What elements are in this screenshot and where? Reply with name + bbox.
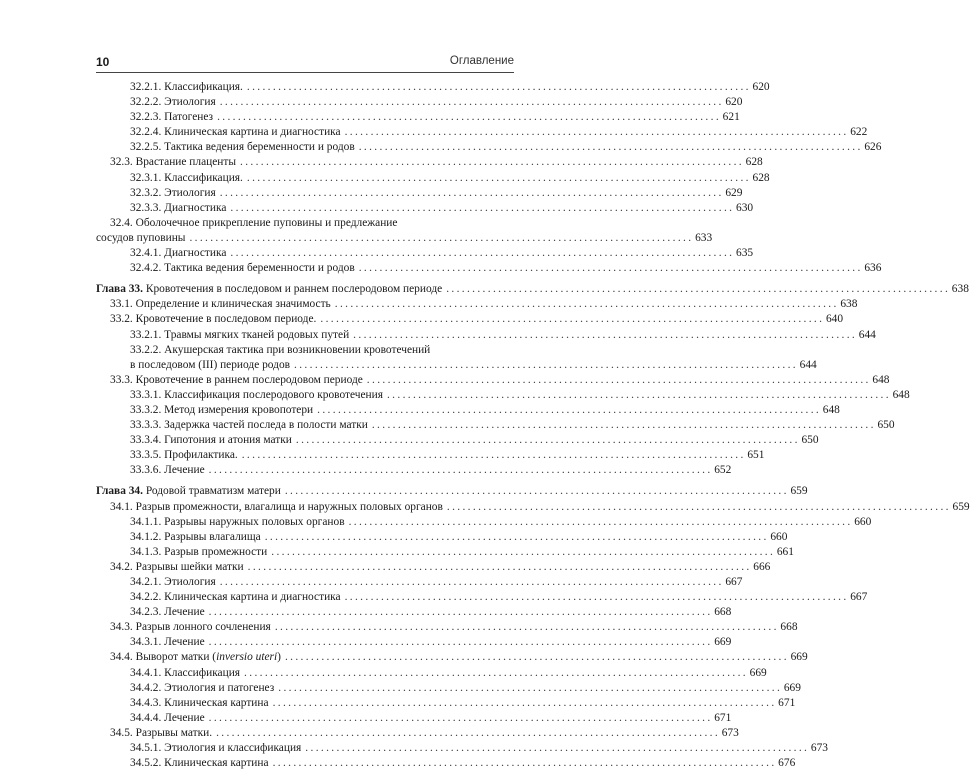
toc-entry-text: 33.3.4. Гипотония и атония матки [130, 434, 292, 447]
dot-leader [240, 155, 742, 170]
toc-entry-text: 34.4.1. Классификация [130, 666, 241, 679]
toc-page-number: 650 [877, 419, 895, 432]
dot-leader [285, 484, 787, 499]
page-header [96, 55, 514, 73]
dot-leader [353, 328, 855, 343]
dot-leader [220, 186, 722, 201]
toc-entry-title [130, 125, 341, 140]
toc-entry-title [130, 261, 355, 276]
toc-page-number: 651 [747, 449, 765, 462]
toc-entry [96, 328, 876, 343]
header-rule [96, 72, 514, 73]
toc-page-number: 659 [952, 500, 970, 513]
toc-entry-title [130, 80, 243, 95]
toc-entry-title [130, 328, 349, 343]
toc-entry [96, 560, 771, 575]
toc-entry [96, 575, 743, 590]
toc-entry-text: 33.3.6. Лечение [130, 464, 205, 477]
toc-entry-text: Кровотечения в последовом и раннем послеродовом периоде [145, 283, 443, 296]
dot-leader [217, 110, 719, 125]
dot-leader [359, 140, 861, 155]
toc-page-number: 620 [725, 96, 743, 109]
toc-entry [96, 312, 844, 327]
toc-entry-title [130, 515, 345, 530]
toc-page-number: 659 [790, 485, 808, 498]
toc-entry-title [130, 201, 226, 216]
toc-page-number: 673 [721, 726, 739, 739]
toc-entry [96, 605, 732, 620]
toc-entry-text: 32.2.3. Патогенез [130, 111, 214, 124]
toc-entry [96, 463, 732, 478]
toc-chapter [96, 282, 969, 297]
dot-leader [273, 696, 775, 711]
toc-entry-title [110, 297, 331, 312]
toc-page-number: 644 [858, 328, 876, 341]
dot-leader [447, 500, 949, 515]
toc-page-number: 628 [745, 156, 763, 169]
toc-entry [96, 418, 895, 433]
toc-page-number: 628 [752, 171, 770, 184]
toc-entry [96, 95, 743, 110]
toc-entry-title [130, 545, 267, 560]
toc-page-number: 669 [714, 636, 732, 649]
toc-entry-text: сосудов пуповины [96, 231, 186, 244]
toc-entry-text: 33.3. Кровотечение в раннем послеродовом периоде [110, 373, 363, 386]
dot-leader [209, 635, 711, 650]
toc-entry-title [130, 448, 238, 463]
toc-entry-title [130, 696, 269, 711]
toc-entry-text: 34.2.2. Клиническая картина и диагностика [130, 591, 341, 604]
toc-page-number: 667 [725, 576, 743, 588]
toc-entry [96, 388, 910, 403]
toc-entry-title [130, 463, 205, 478]
toc-entry [96, 110, 740, 125]
dot-leader [209, 711, 711, 726]
running-title: Оглавление [449, 55, 514, 67]
toc-entry [96, 448, 765, 463]
dot-leader [265, 530, 767, 545]
toc-entry-text: 32.3.2. Этиология [130, 186, 216, 199]
toc-chapter [96, 484, 808, 499]
toc-page-number: 669 [790, 651, 808, 664]
toc-entry-title [130, 403, 313, 418]
toc-entry-text: 32.4.1. Диагностика [130, 247, 227, 260]
toc-page-number: 652 [714, 464, 732, 477]
toc-page-number: 673 [810, 742, 828, 755]
toc-entry-title [130, 186, 216, 201]
toc-page-number: 648 [872, 373, 890, 386]
toc-page-number: 671 [714, 711, 732, 724]
toc-entry-title [96, 484, 281, 499]
toc-entry-text: 32.2.5. Тактика ведения беременности и родов [130, 141, 355, 154]
dot-leader [345, 125, 847, 140]
toc-page-number: 667 [850, 591, 868, 604]
dot-leader [278, 681, 780, 696]
toc-entry-text: 34.4.2. Этиология и патогенез [130, 681, 275, 694]
toc-entry-title [130, 666, 240, 681]
toc-entry [96, 231, 713, 246]
toc-entry-italic: inversio uteri [216, 651, 278, 664]
toc-entry-line1: 33.2.2. Акушерская тактика при возникновении кровотечений [130, 343, 431, 356]
toc-entry-text: 34.5. Разрывы матки. [110, 726, 213, 739]
toc-entry-text-after: ) [277, 651, 281, 664]
dot-leader [247, 171, 749, 186]
toc-entry-text: 34.3.1. Лечение [130, 636, 205, 649]
toc-entry [96, 590, 868, 605]
toc-page-number: 635 [736, 247, 754, 260]
toc-entry-text: 34.1.1. Разрывы наружных половых органов [130, 515, 345, 528]
toc-entry-text: в последовом (III) периоде родов [130, 358, 291, 371]
toc-page-number: 638 [840, 298, 858, 311]
table-of-contents [96, 80, 970, 771]
toc-entry [96, 140, 882, 155]
dot-leader [248, 560, 750, 575]
toc-page-number: 650 [801, 434, 819, 447]
dot-leader [220, 95, 722, 110]
toc-entry-text: 32.3.1. Классификация. [130, 171, 243, 184]
toc-entry-title [130, 741, 301, 756]
dot-leader [230, 201, 732, 216]
toc-page-number: 636 [864, 262, 882, 275]
toc-entry [96, 125, 868, 140]
toc-entry-title [130, 418, 368, 433]
dot-leader [296, 433, 798, 448]
toc-entry-title [110, 155, 236, 170]
toc-page-number: 668 [714, 606, 732, 619]
page-number: 10 [96, 55, 110, 69]
dot-leader [349, 515, 851, 530]
toc-entry-text: 33.3.3. Задержка частей последа в полости матки [130, 419, 368, 432]
toc-entry-title [130, 605, 205, 620]
toc-entry-title [96, 282, 442, 297]
dot-leader [372, 418, 874, 433]
dot-leader [220, 575, 722, 590]
toc-entry-title [130, 358, 290, 373]
toc-entry-text: 32.3. Врастание плаценты [110, 156, 237, 169]
dot-leader [320, 312, 822, 327]
toc-page-number: 669 [783, 681, 801, 694]
toc-entry [96, 373, 890, 388]
toc-entry [96, 261, 882, 276]
chapter-label: Глава 34. [96, 485, 143, 498]
toc-entry-title [96, 231, 185, 246]
toc-entry-text: 34.1.3. Разрыв промежности [130, 545, 268, 558]
toc-entry-title [130, 575, 216, 590]
toc-entry [96, 186, 743, 201]
toc-page-number: 668 [780, 621, 798, 634]
toc-entry [96, 171, 770, 186]
toc-page-number: 640 [825, 313, 844, 326]
toc-entry-text: 34.2.3. Лечение [130, 606, 205, 619]
toc-entry [96, 358, 817, 373]
toc-page-number: 630 [736, 201, 754, 214]
toc-page-number: 661 [776, 545, 794, 558]
toc-entry-text: 32.3.3. Диагностика [130, 201, 227, 214]
dot-leader [305, 741, 807, 756]
toc-entry [96, 681, 801, 696]
dot-leader [273, 756, 775, 771]
toc-entry-text: 32.2.1. Классификация. [130, 81, 243, 93]
dot-leader [387, 388, 889, 403]
toc-entry-title [130, 590, 341, 605]
toc-entry [96, 155, 763, 170]
toc-page-number: 633 [695, 231, 713, 244]
toc-entry-title [110, 620, 271, 635]
dot-leader [216, 726, 718, 741]
toc-entry-text: 32.4.2. Тактика ведения беременности и родов [130, 262, 355, 275]
toc-entry-title [130, 433, 292, 448]
toc-entry-title [130, 681, 274, 696]
toc-entry-title [110, 560, 244, 575]
toc-entry [96, 80, 770, 95]
dot-leader [209, 605, 711, 620]
toc-page-number: 648 [822, 403, 840, 416]
toc-entry-text: 33.2.1. Травмы мягких тканей родовых путей [130, 328, 350, 341]
toc-entry-text: 34.1. Разрыв промежности, влагалища и наружных половых органов [110, 500, 443, 513]
toc-entry-text: 34.2.1. Этиология [130, 576, 216, 588]
toc-entry [96, 666, 767, 681]
toc-entry [96, 696, 796, 711]
toc-entry-line1: 32.4. Оболочечное прикрепление пуповины и предлежание [110, 216, 398, 229]
chapter-label: Глава 33. [96, 283, 143, 296]
toc-entry-text: 33.2. Кровотечение в последовом периоде. [110, 313, 317, 326]
toc-entry-title [130, 171, 243, 186]
toc-entry [96, 635, 732, 650]
toc-entry-text: 33.3.1. Классификация послеродового кровотечения [130, 388, 383, 401]
toc-entry [96, 500, 970, 515]
dot-leader [446, 282, 948, 297]
toc-entry [96, 297, 858, 312]
toc-entry-title [110, 726, 212, 741]
dot-leader [275, 620, 777, 635]
toc-entry-title [130, 530, 261, 545]
toc-entry-text: 34.5.2. Клиническая картина [130, 757, 269, 770]
toc-entry-title [130, 635, 205, 650]
toc-page-number: 671 [778, 696, 796, 709]
toc-entry-text: 34.1.2. Разрывы влагалища [130, 530, 261, 543]
toc-entry [96, 545, 794, 560]
dot-leader [345, 590, 847, 605]
toc-page-number: 638 [951, 283, 969, 296]
dot-leader [247, 80, 749, 95]
dot-leader [335, 297, 837, 312]
toc-page-number: 620 [752, 81, 770, 93]
dot-leader [317, 403, 819, 418]
dot-leader [230, 246, 732, 261]
toc-entry [96, 650, 808, 665]
toc-entry [96, 741, 828, 756]
toc-page-number: 621 [722, 111, 740, 124]
toc-entry-text: 33.3.2. Метод измерения кровопотери [130, 403, 314, 416]
dot-leader [209, 463, 711, 478]
toc-entry-text: 34.4.4. Лечение [130, 711, 205, 724]
toc-entry-title [110, 650, 281, 665]
toc-entry [96, 246, 754, 261]
toc-page-number: 660 [854, 515, 872, 528]
toc-page-number: 669 [749, 666, 767, 679]
toc-entry [96, 515, 872, 530]
toc-entry-title [110, 312, 316, 327]
dot-leader [359, 261, 861, 276]
toc-page-number: 660 [770, 530, 788, 543]
toc-page-number: 648 [892, 388, 910, 401]
toc-entry-text: 33.3.5. Профилактика. [130, 449, 238, 462]
toc-entry-text: 34.4. Выворот матки ( [110, 651, 217, 664]
toc-page-number: 622 [850, 126, 868, 139]
toc-entry [96, 530, 788, 545]
toc-entry-title [130, 388, 383, 403]
toc-entry [96, 756, 796, 771]
dot-leader [189, 231, 691, 246]
toc-entry-text: 33.1. Определение и клиническая значимость [110, 298, 331, 311]
toc-entry-title [130, 756, 269, 771]
toc-entry-text: 34.2. Разрывы шейки матки [110, 560, 244, 573]
toc-entry-text: 34.4.3. Клиническая картина [130, 696, 269, 709]
toc-page-number: 644 [799, 358, 817, 371]
toc-page-number: 676 [778, 757, 796, 770]
dot-leader [367, 373, 869, 388]
toc-entry [96, 433, 819, 448]
toc-page-number: 629 [725, 186, 743, 199]
toc-entry [96, 201, 754, 216]
dot-leader [285, 650, 787, 665]
dot-leader [242, 448, 744, 463]
toc-entry-title [110, 500, 443, 515]
toc-entry-text: 32.2.4. Клиническая картина и диагностика [130, 126, 341, 139]
toc-entry-title [130, 711, 205, 726]
dot-leader [244, 666, 746, 681]
toc-entry-text: Родовой травматизм матери [145, 485, 281, 498]
toc-entry-title [130, 110, 213, 125]
toc-entry-text: 34.5.1. Этиология и классификация [130, 742, 302, 755]
toc-entry-title [130, 140, 355, 155]
toc-entry [96, 403, 840, 418]
toc-entry-text: 32.2.2. Этиология [130, 96, 216, 109]
toc-entry [96, 620, 798, 635]
toc-entry-text: 34.3. Разрыв лонного сочленения [110, 621, 271, 634]
toc-page-number: 626 [864, 141, 882, 154]
toc-entry [96, 711, 732, 726]
toc-entry-title [110, 373, 363, 388]
toc-page-number: 666 [753, 560, 771, 573]
dot-leader [294, 358, 796, 373]
dot-leader [271, 545, 773, 560]
toc-entry [96, 726, 739, 741]
toc-entry-title [130, 95, 216, 110]
toc-entry-title [130, 246, 226, 261]
